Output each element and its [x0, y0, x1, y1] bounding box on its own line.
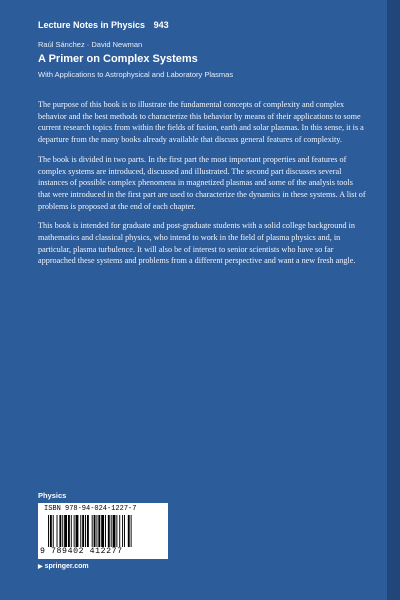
ean-digits: 9 789402 412277 — [40, 547, 123, 556]
blurb-paragraph: The book is divided in two parts. In the first part the most important properties and features of complex systems are introduced, discussed and illustrated. The second part discusses several instances of possible complex phenomena in magnetized plasmas and some of the analysis tools that were introduced in the first part are used to characterize the dynamics in these systems. A list of problems is proposed at the end of each chapter. — [38, 154, 366, 211]
book-subtitle: With Applications to Astrophysical and Laboratory Plasmas — [38, 70, 234, 79]
authors: Raúl Sánchez · David Newman — [38, 40, 143, 49]
blurb-paragraph: This book is intended for graduate and post-graduate students with a solid college background in mathematics and classical physics, who intend to work in the field of plasma physics and, in particular, plasma turbulence. It will also be of interest to senior scientists who have so far approached these systems and problems from a different perspective and want a new fresh angle. — [38, 221, 356, 266]
barcode-panel — [38, 503, 168, 559]
series-volume: 943 — [153, 20, 169, 30]
publisher-link[interactable] — [38, 563, 89, 570]
series-name: Lecture Notes in Physics — [38, 20, 146, 30]
barcode-icon — [48, 515, 160, 547]
publisher-url: springer.com — [44, 563, 89, 570]
book-title: A Primer on Complex Systems — [38, 53, 198, 65]
subject-label: Physics — [38, 491, 67, 500]
spine-edge — [387, 0, 400, 600]
blurb-text — [38, 99, 366, 275]
series-line — [38, 20, 169, 30]
blurb-paragraph: The purpose of this book is to illustrate the fundamental concepts of complexity and complex behavior and the best methods to characterize this behavior by means of their applications to some current research topics from within the fields of fusion, earth and solar plasmas. In this sense, it is a departure from the many books already available that discuss general features of complexity. — [38, 100, 364, 145]
arrow-icon: ▶ — [38, 564, 43, 570]
isbn-text: ISBN 978-94-024-1227-7 — [44, 505, 137, 513]
